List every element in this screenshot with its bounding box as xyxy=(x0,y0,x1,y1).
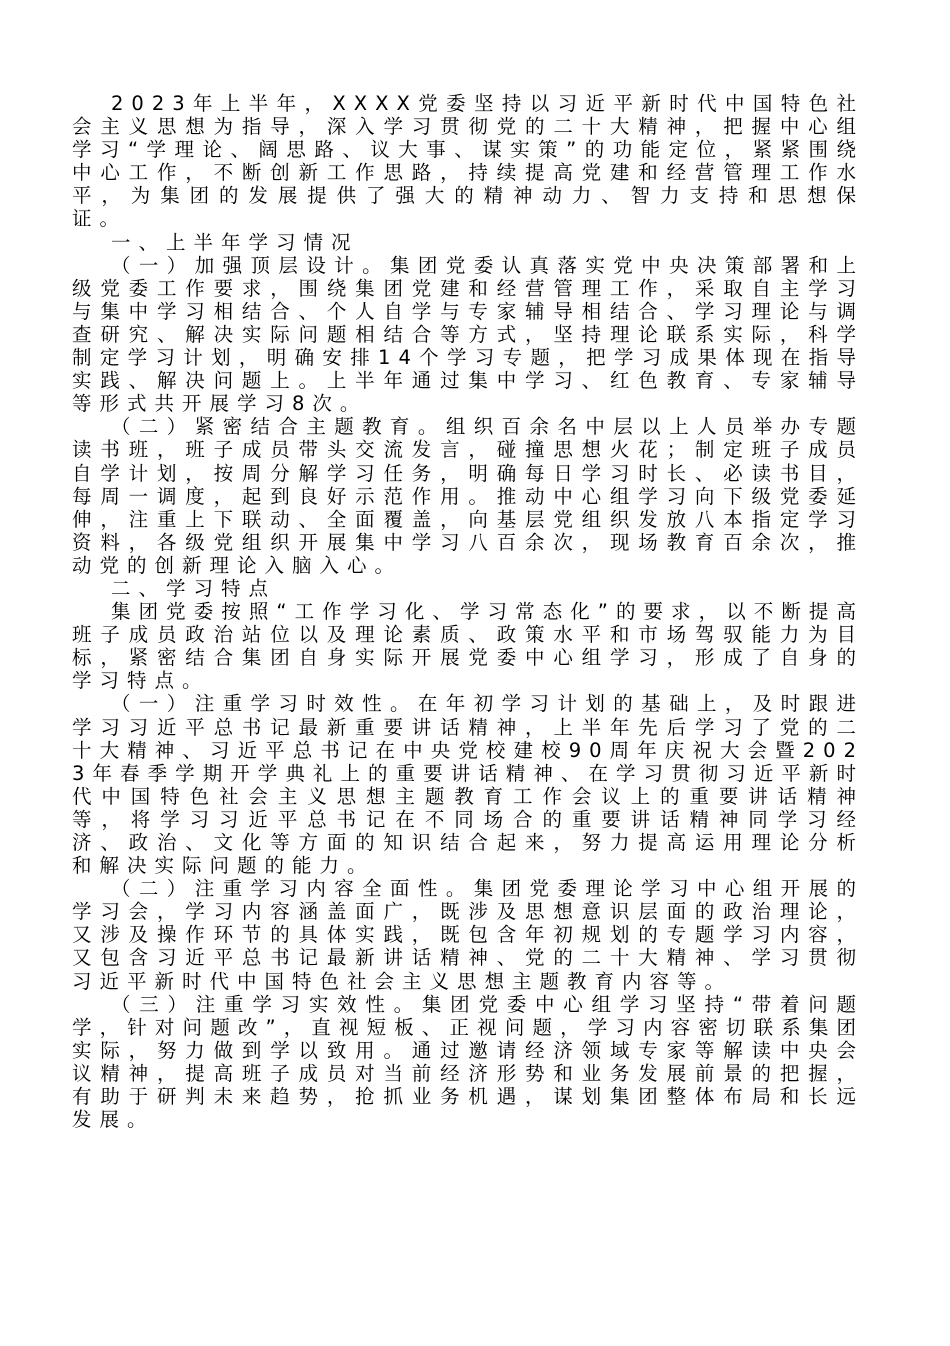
section-1-paragraph-1: （一）加强顶层设计。集团党委认真落实党中央决策部署和上级党委工作要求，围绕集团党建和经营管理工作，采取自主学习与集中学习相结合、个人自学与专家辅导相结合、学习理论与调查研究、解决实际问题相结合等方式，坚持理论联系实际，科学制定学习计划，明确安排14个学习专题，把学习成果体现在指导实践、解决问题上。上半年通过集中学习、红色教育、专家辅导等形式共开展学习8次。 xyxy=(72,253,864,416)
section-2-paragraph-2: （二）注重学习内容全面性。集团党委理论学习中心组开展的学习会，学习内容涵盖面广，既涉及思想意识层面的政治理论，又涉及操作环节的具体实践，既包含年初规划的专题学习内容，又包含习近平总书记最新讲话精神、党的二十大精神、学习贯彻习近平新时代中国特色社会主义思想主题教育内容等。 xyxy=(72,877,864,993)
section-1-paragraph-2: （二）紧密结合主题教育。组织百余名中层以上人员举办专题读书班，班子成员带头交流发言，碰撞思想火花；制定班子成员自学计划，按周分解学习任务，明确每日学习时长、必读书目，每周一调度，起到良好示范作用。推动中心组学习向下级党委延伸，注重上下联动、全面覆盖，向基层党组织发放八本指定学习资料，各级党组织开展集中学习八百余次，现场教育百余次，推动党的创新理论入脑入心。 xyxy=(72,415,864,577)
section-2-paragraph-1: （一）注重学习时效性。在年初学习计划的基础上，及时跟进学习习近平总书记最新重要讲话精神，上半年先后学习了党的二十大精神、习近平总书记在中央党校建校90周年庆祝大会暨2023年春季学期开学典礼上的重要讲话精神、在学习贯彻习近平新时代中国特色社会主义思想主题教育工作会议上的重要讲话精神等，将学习习近平总书记在不同场合的重要讲话精神同学习经济、政治、文化等方面的知识结合起来，努力提高运用理论分析和解决实际问题的能力。 xyxy=(72,692,864,878)
section-2-heading: 二、学习特点 xyxy=(111,576,277,600)
section-2-intro-paragraph: 集团党委按照“工作学习化、学习常态化”的要求，以不断提高班子成员政治站位以及理论素质、政策水平和市场驾驭能力为目标，紧密结合集团自身实际开展党委中心组学习，形成了自身的学习特点。 xyxy=(72,600,864,693)
intro-paragraph: 2023年上半年，XXXX党委坚持以习近平新时代中国特色社会主义思想为指导，深入学习贯彻党的二十大精神，把握中心组学习“学理论、阔思路、议大事、谋实策”的功能定位，紧紧围绕中心工作，不断创新工作思路，持续提高党建和经营管理工作水平，为集团的发展提供了强大的精神动力、智力支持和思想保证。 xyxy=(72,92,864,231)
document-body xyxy=(72,92,864,1131)
section-1-heading: 一、上半年学习情况 xyxy=(111,230,359,254)
section-2-paragraph-3: （三）注重学习实效性。集团党委中心组学习坚持“带着问题学，针对问题改”，直视短板、正视问题，学习内容密切联系集团实际，努力做到学以致用。通过邀请经济领域专家等解读中央会议精神，提高班子成员对当前经济形势和业务发展前景的把握，有助于研判未来趋势，抢抓业务机遇，谋划集团整体布局和长远发展。 xyxy=(72,992,864,1132)
